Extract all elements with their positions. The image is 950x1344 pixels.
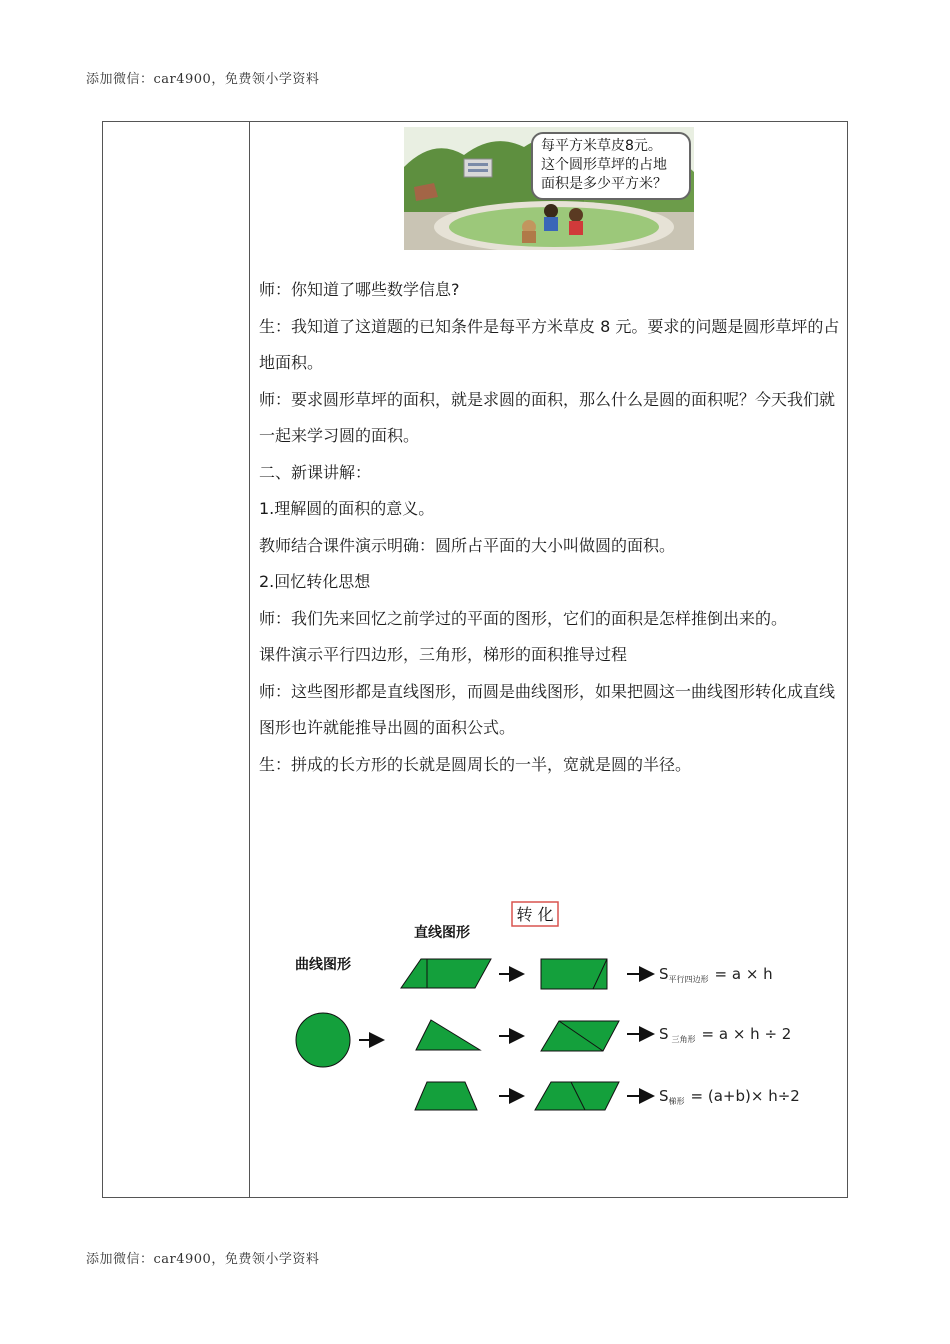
speech-bubble	[531, 132, 691, 200]
transformation-diagram-drawing	[259, 882, 843, 1182]
rectangle-shape	[541, 959, 607, 989]
formula-rhs: = a × h	[714, 965, 773, 983]
triangle-shape	[416, 1020, 480, 1050]
formula-subscript: 平行四边形	[668, 975, 709, 984]
curve-shapes-label: 曲线图形	[295, 957, 351, 973]
parallelogram-shape	[401, 959, 491, 988]
formula-s: S	[659, 965, 669, 983]
table-column-divider	[249, 122, 250, 1197]
paragraph-3: 师：要求圆形草坪的面积，就是求圆的面积，那么什么是圆的面积呢？今天我们就一起来学习圆的面积。	[259, 389, 836, 445]
watermark-bottom: 添加微信：car4900，免费领小学资料	[86, 1252, 320, 1267]
paragraph-11: 生：拼成的长方形的长就是圆周长的一半，宽就是圆的半径。	[259, 754, 692, 774]
paragraph-10: 师：这些图形都是直线图形，而圆是曲线图形，如果把圆这一曲线图形转化成直线图形也许就能推导出圆的面积公式。	[259, 681, 836, 737]
paragraph-7: 2.回忆转化思想	[259, 572, 371, 591]
bubble-line-1: 每平方米草皮8元。	[541, 138, 662, 154]
formula-s: S	[659, 1025, 669, 1043]
lesson-table	[102, 121, 848, 1198]
formula-trapezoid	[659, 1087, 800, 1106]
bubble-line-3: 面积是多少平方米？	[541, 176, 667, 192]
formula-parallelogram	[659, 965, 773, 984]
parallelogram-from-trapezoids	[535, 1082, 619, 1110]
formula-subscript: 梯形	[668, 1097, 685, 1106]
paragraph-8: 师：我们先来回忆之前学过的平面的图形，它们的面积是怎样推倒出来的。	[259, 608, 788, 628]
formula-rhs: = a × h ÷ 2	[701, 1025, 792, 1043]
paragraph-6: 教师结合课件演示明确：圆所占平面的大小叫做圆的面积。	[259, 535, 676, 555]
lesson-text	[259, 272, 843, 783]
parallelogram-from-triangles	[541, 1021, 619, 1051]
paragraph-2: 生：我知道了这道题的已知条件是每平方米草皮 8 元。要求的问题是圆形草坪的占地面积。	[259, 316, 840, 372]
paragraph-5: 1.理解圆的面积的意义。	[259, 499, 435, 518]
lawn-scene-illustration	[404, 127, 694, 250]
paragraph-9: 课件演示平行四边形，三角形，梯形的面积推导过程	[259, 645, 628, 664]
formula-rhs: = (a+b)× h÷2	[690, 1087, 800, 1105]
circle-shape	[296, 1013, 350, 1067]
watermark-top: 添加微信：car4900，免费领小学资料	[86, 72, 320, 87]
paragraph-1: 师：你知道了哪些数学信息?	[259, 280, 460, 299]
paragraph-4: 二、新课讲解：	[259, 462, 372, 482]
diagram-title: 转 化	[516, 905, 554, 924]
transformation-diagram	[259, 882, 843, 1182]
bubble-line-2: 这个圆形草坪的占地	[541, 157, 667, 173]
formula-triangle	[659, 1025, 791, 1044]
straight-shapes-label: 直线图形	[414, 925, 470, 941]
trapezoid-shape	[415, 1082, 477, 1110]
formula-subscript: 三角形	[671, 1035, 696, 1044]
formula-s: S	[659, 1087, 669, 1105]
